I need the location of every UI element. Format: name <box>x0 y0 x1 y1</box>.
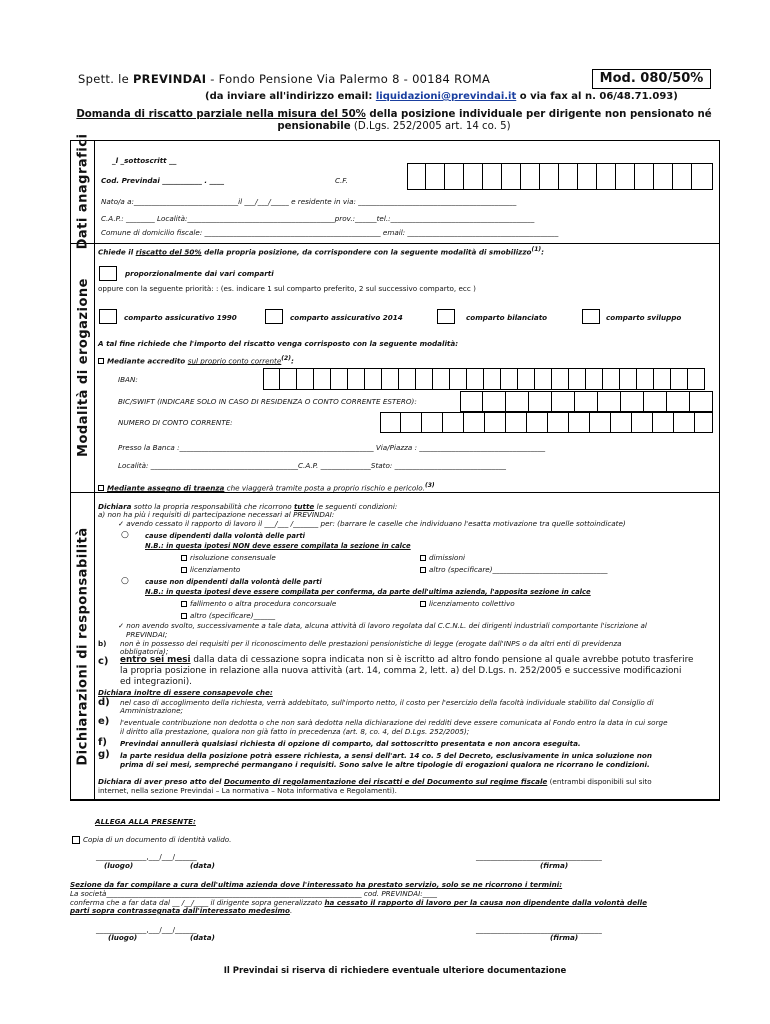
cond-g2: prima di sei mesi, sempreché permangano i requisiti. Sono salve le altre tipologie di erogazioni qualora ne ricorrano le condizioni. <box>120 760 650 769</box>
cond-e: l'eventuale contribuzione non dedotta o che non sarà dedotta nella dichiarazione dei redditi deve essere comunicata al Fondo entro la data in cui sorge <box>120 718 668 727</box>
opt-risoluzione[interactable]: risoluzione consensuale <box>181 553 276 562</box>
assegno-option[interactable]: Mediante assegno di traenza che viaggerà tramite posta a proprio rischio e pericolo.$^{(3)}$ <box>98 482 435 492</box>
checkbox[interactable] <box>181 555 187 561</box>
comparto-bilanciato-label: comparto bilanciato <box>466 313 548 322</box>
checkbox[interactable] <box>420 555 426 561</box>
conto-label: NUMERO DI CONTO CORRENTE: <box>118 418 233 427</box>
societa-field[interactable]: La società_______________________________________________________________________ cod. PREVINDAI:____ <box>70 889 438 898</box>
opt-altro-2[interactable]: altro (specificare)______ <box>181 611 275 620</box>
prop-checkbox[interactable] <box>99 266 117 281</box>
cond-b: non è in possesso dei requisiti per il riconoscimento delle prestazioni pensionistiche di legge (erogate dall'INPS o da altri enti di previdenza <box>120 639 622 648</box>
assegno-checkbox[interactable] <box>98 485 104 491</box>
checkbox[interactable] <box>181 567 187 573</box>
divider <box>94 140 95 492</box>
divider <box>70 800 720 801</box>
radio-cause-2[interactable]: ○ <box>121 576 129 586</box>
doc-checkbox[interactable] <box>72 836 80 844</box>
firma-line-2[interactable]: ___________________________________ <box>476 925 602 934</box>
cf-grid[interactable] <box>407 163 713 190</box>
footer-note: Il Previndai si riserva di richiedere eventuale ulteriore documentazione <box>223 966 567 976</box>
cond-a2b: PREVINDAI; <box>126 630 168 639</box>
date-line[interactable]: ______________,___/___/______ <box>96 852 197 861</box>
cond-g: la parte residua della posizione potrà essere richiesta, a sensi dell'art. 14 co. 5 del Decreto, esclusivamente in unica soluzione non <box>120 751 652 760</box>
label-d: d) <box>98 697 110 708</box>
iban-grid[interactable] <box>263 368 713 390</box>
cod-previndai-field[interactable]: Cod. Previndai ___________ . ____ <box>101 176 224 185</box>
firma-line[interactable]: ___________________________________ <box>476 852 602 861</box>
preso-atto: Dichiara di aver preso atto del Documento di regolamentazione dei riscatti e del Documento sul regime fiscale (entrambi disponibili sul sito <box>98 777 652 786</box>
cond-a: a) non ha più i requisiti di partecipazione necessari al PREVINDAI: <box>98 510 335 519</box>
comparto-bilanciato-box[interactable] <box>437 309 455 324</box>
section-label-anagrafici: Dati anagrafici <box>75 133 91 250</box>
comparto-2014-box[interactable] <box>265 309 283 324</box>
opt-licenziamento[interactable]: licenziamento <box>181 565 240 574</box>
birth-residence-field[interactable]: Nato/a a:_____________________________il ___/___/_____ e residente in via: ____________________________________________ <box>101 197 517 206</box>
domicilio-email-field[interactable]: Comune di domicilio fiscale: _________________________________________________ email: __________________________________________ <box>101 228 559 237</box>
fine-text: A tal fine richiede che l'importo del riscatto venga corrisposto con la seguente modalità: <box>98 339 459 348</box>
bic-label: BIC/SWIFT (INDICARE SOLO IN CASO DI RESIDENZA O CONTO CORRENTE ESTERO): <box>118 397 417 406</box>
comparto-1990-box[interactable] <box>99 309 117 324</box>
cond-e2: il diritto alla prestazione, qualora non già fatto in precedenza (art. 8, co. 4, del D.Lgs. 252/2005); <box>120 727 470 736</box>
iban-label: IBAN: <box>118 375 138 384</box>
section-label-erogazione: Modalità di erogazione <box>75 278 91 457</box>
date-line-2[interactable]: ______________,___/___/______ <box>96 925 197 934</box>
cause-1-nb: N.B.: in questa ipotesi NON deve essere compilata la sezione in calce <box>145 542 411 550</box>
cond-d2: Amministrazione; <box>120 706 183 715</box>
chiede-text: Chiede il riscatto del 50% della propria posizione, da corrispondere con la seguente modalità di smobilizzo$^{(1)}$: <box>98 246 545 257</box>
cond-a1: ✓ avendo cessato il rapporto di lavoro il ___/___ /_______ per: (barrare le caselle che individuano l'esatta motivazione tra quelle sottoindicate) <box>118 519 626 528</box>
label-g: g) <box>98 749 110 760</box>
comparto-2014-label: comparto assicurativo 2014 <box>290 313 403 322</box>
addressee: Spett. le PREVINDAI - Fondo Pensione Via Palermo 8 - 00184 ROMA <box>78 72 491 86</box>
cond-f: Previndai annullerà qualsiasi richiesta di opzione di comparto, dal sottoscritto presentata e non ancora eseguita. <box>120 739 581 748</box>
conto-grid[interactable] <box>380 412 713 433</box>
conferma-text-2: parti sopra contrassegnata dall'interessato medesimo. <box>70 906 293 915</box>
cause-2-title: cause non dipendenti dalla volontà delle parti <box>145 578 322 586</box>
checkbox[interactable] <box>181 601 187 607</box>
bic-grid[interactable] <box>460 391 713 412</box>
accredito-checkbox[interactable] <box>98 358 104 364</box>
send-instructions: (da inviare all'indirizzo email: liquidazioni@previndai.it o via fax al n. 06/48.71.093) <box>205 91 678 102</box>
checkbox[interactable] <box>420 601 426 607</box>
cond-d: nel caso di accoglimento della richiesta, verrà addebitato, sull'importo netto, il costo per l'esercizio della facoltà individuale stabilito dal Consiglio di <box>120 698 654 707</box>
cause-2-nb: N.B.: in questa ipotesi deve essere compilata per conferma, da parte dell'ultima azienda, l'apposita sezione in calce <box>145 588 591 596</box>
comparto-sviluppo-label: comparto sviluppo <box>606 313 682 322</box>
prop-label: proporzionalmente dai vari comparti <box>125 269 274 278</box>
email-link[interactable]: liquidazioni@previndai.it <box>375 91 517 102</box>
label-c: c) <box>98 656 109 667</box>
page-title: Domanda di riscatto parziale nella misura del 50% della posizione individuale per dirigente non pensionato né pensionabile (D.Lgs. 252/2005 art. 14 co. 5) <box>76 109 712 132</box>
opt-fallimento[interactable]: fallimento o altra procedura concorsuale <box>181 599 336 608</box>
cond-a2: ✓ non avendo svolto, successivamente a tale data, alcuna attività di lavoro regolata dal C.C.N.L. dei dirigenti industriali comportante l'iscrizione al <box>118 621 647 630</box>
data-label: (data) <box>190 861 215 870</box>
opt-dimissioni[interactable]: dimissioni <box>420 553 465 562</box>
dichiara-text: Dichiara sotto la propria responsabilità che ricorrono tutte le seguenti condizioni: <box>98 502 398 511</box>
sottoscritto-field[interactable]: _l _sottoscritt __ <box>112 156 177 165</box>
cap-localita-field[interactable]: C.A.P.: ________ Località:_________________________________________prov.:______tel.:________________________________________ <box>101 214 535 223</box>
label-f: f) <box>98 737 107 748</box>
banca-field[interactable]: Presso la Banca :______________________________________________________ Via/Piazza : ___________________________________ <box>118 443 546 452</box>
checkbox[interactable] <box>420 567 426 573</box>
cf-label: C.F. <box>335 176 348 185</box>
cause-1-title: cause dipendenti dalla volontà delle parti <box>145 532 305 540</box>
preso-atto-2: internet, nella sezione Previndai – La normativa – Nota informativa e Regolamenti). <box>98 786 397 795</box>
divider <box>70 243 720 244</box>
inoltre-heading: Dichiara inoltre di essere consapevole che: <box>98 688 273 697</box>
checkbox[interactable] <box>181 613 187 619</box>
cond-c: entro sei mesi dalla data di cessazione sopra indicata non si è iscritto ad altro fondo pensione al quale avrebbe potuto trasferire la propria posizione in relazione alla nuova attività (art. 14, comma 2, lett. a) del D.Lgs. n. 252/2005 e successive modificazioni ed integrazioni). <box>120 655 694 687</box>
model-code: Mod. 080/50% <box>592 69 711 89</box>
firma-label-2: (firma) <box>550 933 579 942</box>
data-label-2: (data) <box>190 933 215 942</box>
comparto-sviluppo-box[interactable] <box>582 309 600 324</box>
section-label-dichiarazioni: Dichiarazioni di responsabilità <box>75 526 91 766</box>
firma-label: (firma) <box>540 861 569 870</box>
allega-heading: ALLEGA ALLA PRESENTE: <box>95 817 196 826</box>
opt-altro-1[interactable]: altro (specificare)________________________________ <box>420 565 608 574</box>
label-b: b) <box>98 639 107 648</box>
comparto-1990-label: comparto assicurativo 1990 <box>124 313 237 322</box>
azienda-section-title: Sezione da far compilare a cura dell'ultima azienda dove l'interessato ha prestato servizio, solo se ne ricorrono i termini: <box>70 880 563 889</box>
radio-cause-1[interactable]: ○ <box>121 530 129 540</box>
accredito-option[interactable]: Mediante accredito sul proprio conto corrente$^{(2)}$: <box>98 355 294 365</box>
luogo-label: (luogo) <box>104 861 134 870</box>
conferma-text: conferma che a far data dal __ /__/____ il dirigente sopra generalizzato ha cessato il rapporto di lavoro per la causa non dipendente dalla volontà delle <box>70 898 647 907</box>
cond-b2: obbligatoria); <box>120 647 169 656</box>
priority-text: oppure con la seguente priorità: : (es. indicare 1 sul comparto preferito, 2 sul successivo comparto, ecc ) <box>98 284 476 293</box>
luogo-label-2: (luogo) <box>108 933 138 942</box>
divider <box>94 492 95 800</box>
opt-licenziamento-collettivo[interactable]: licenziamento collettivo <box>420 599 515 608</box>
localita-bank-field[interactable]: Località: _________________________________________C.A.P. ______________Stato: _______________________________ <box>118 461 507 470</box>
doc-option[interactable]: Copia di un documento di identità valido. <box>72 835 231 844</box>
label-e: e) <box>98 716 110 727</box>
